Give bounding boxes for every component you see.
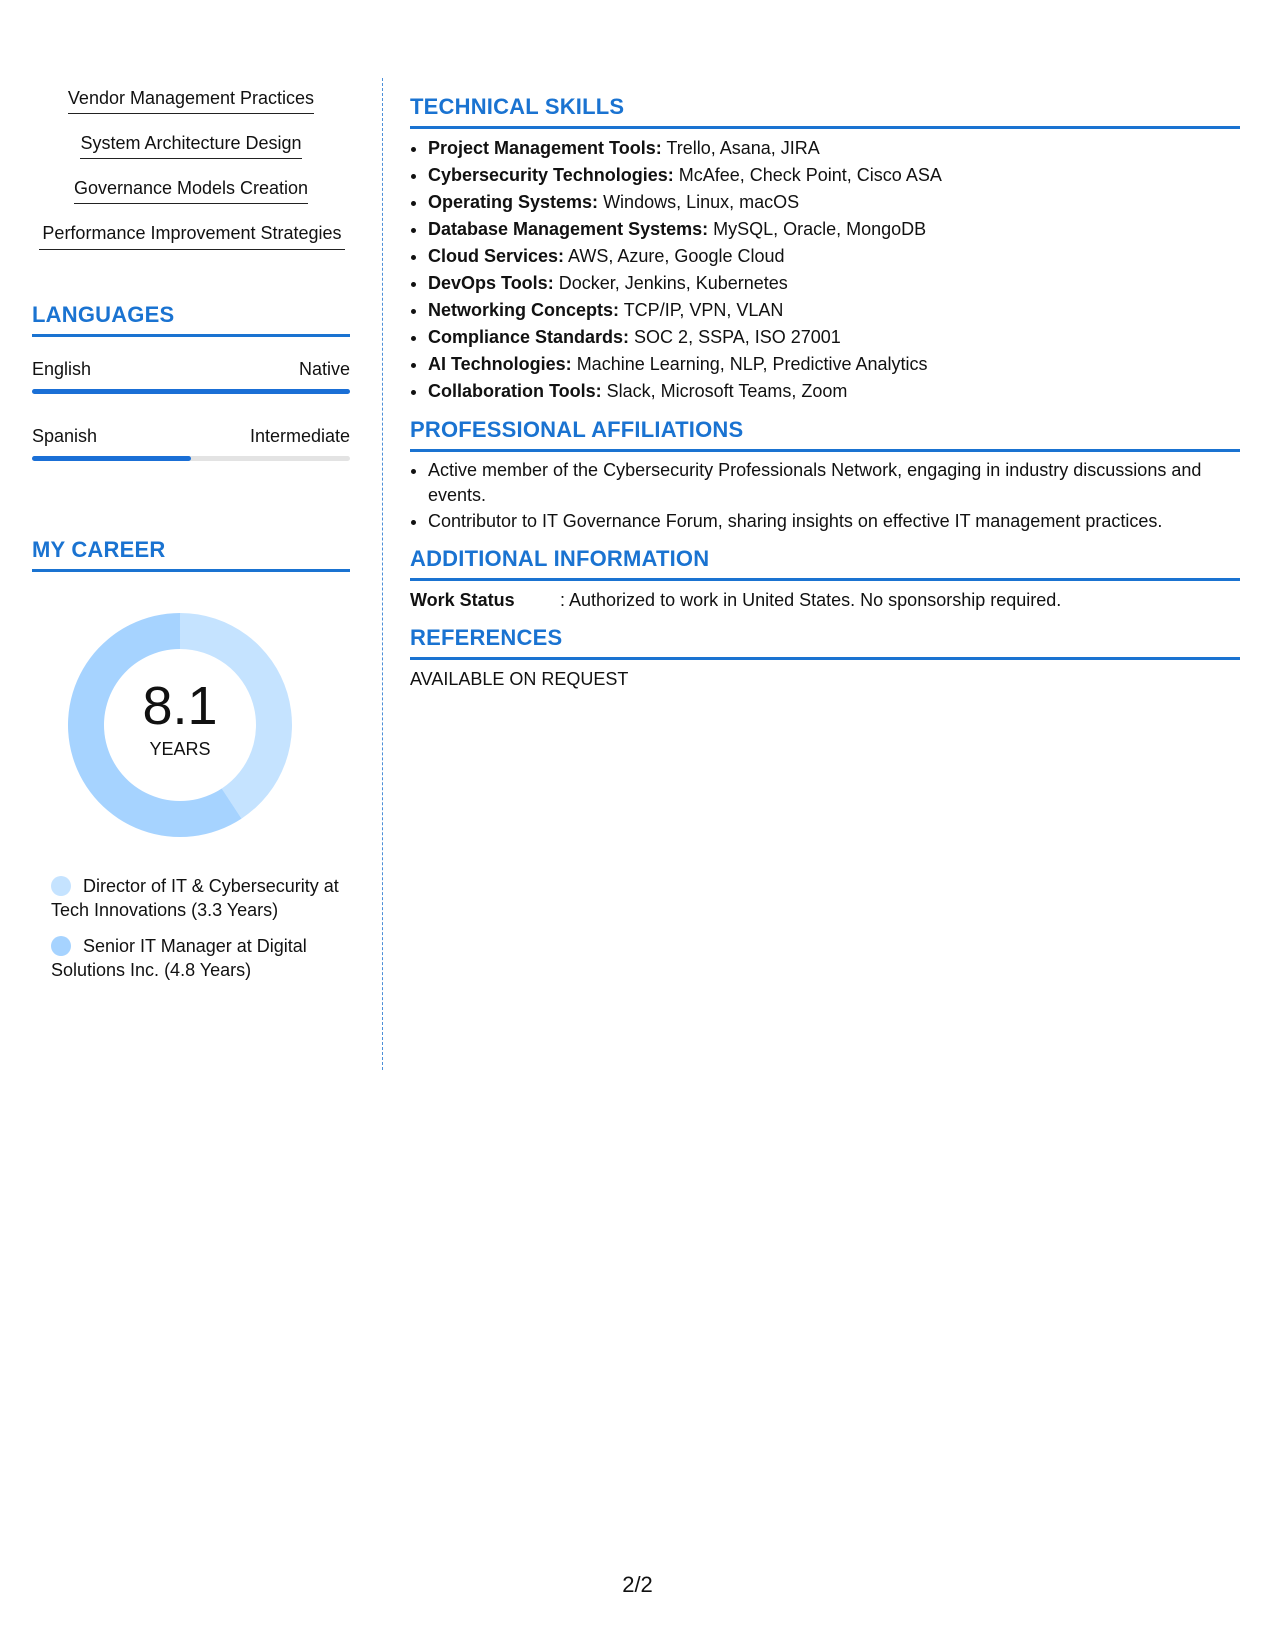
skill-item <box>428 189 1240 216</box>
skill-item <box>428 324 1240 351</box>
work-status-row <box>410 587 1240 613</box>
skill-item <box>428 243 1240 270</box>
skill-category: AI Technologies: <box>428 354 572 374</box>
affiliations-heading: PROFESSIONAL AFFILIATIONS <box>410 417 1240 452</box>
technical-skills-heading: TECHNICAL SKILLS <box>410 94 1240 129</box>
skill-category: Collaboration Tools: <box>428 381 602 401</box>
right-column <box>410 94 1240 692</box>
competency-item <box>39 221 345 250</box>
language-proficiency-bar <box>32 389 350 394</box>
career-role-label: Director of IT & Cybersecurity at Tech Innovations (3.3 Years) <box>51 876 339 920</box>
language-row <box>32 357 350 381</box>
legend-dot-icon <box>51 876 71 896</box>
affiliation-item: • Contributor to IT Governance Forum, sharing insights on effective IT management practices. <box>428 509 1240 534</box>
language-proficiency-fill <box>32 389 350 394</box>
skill-values: Docker, Jenkins, Kubernetes <box>553 273 788 293</box>
language-level: Intermediate <box>249 426 350 446</box>
language-proficiency-fill <box>32 456 191 461</box>
skill-category: Project Management Tools: <box>428 138 662 158</box>
language-row <box>32 424 350 448</box>
career-donut-chart <box>65 610 295 840</box>
skill-values: Machine Learning, NLP, Predictive Analytics <box>571 354 928 374</box>
work-status-value: : Authorized to work in United States. No sponsorship required. <box>560 590 1062 610</box>
skill-category: Cloud Services: <box>428 246 565 266</box>
career-legend <box>51 874 341 982</box>
skill-item <box>428 216 1240 243</box>
affiliations-list <box>410 458 1240 534</box>
skill-values: SOC 2, SSPA, ISO 27001 <box>629 327 841 347</box>
page-number: 2/2 <box>622 1572 653 1597</box>
language-level: Native <box>298 359 350 379</box>
column-divider <box>382 78 383 1070</box>
additional-info-heading: ADDITIONAL INFORMATION <box>410 546 1240 581</box>
competency-label: Performance Improvement Strategies <box>42 223 342 243</box>
skill-values: MySQL, Oracle, MongoDB <box>708 219 927 239</box>
career-heading: MY CAREER <box>32 537 350 572</box>
career-total-years: 8.1 <box>142 676 218 736</box>
skill-values: Windows, Linux, macOS <box>598 192 800 212</box>
skill-category: Networking Concepts: <box>428 300 620 320</box>
competency-item <box>32 86 350 114</box>
competency-list <box>32 86 350 250</box>
skill-category: Operating Systems: <box>428 192 599 212</box>
affiliation-item: • Active member of the Cybersecurity Professionals Network, engaging in industry discussions and events. <box>428 458 1240 508</box>
skill-item <box>428 297 1240 324</box>
competency-item <box>32 131 350 159</box>
skill-item <box>428 162 1240 189</box>
references-text: AVAILABLE ON REQUEST <box>410 669 629 689</box>
competency-label: System Architecture Design <box>80 131 301 159</box>
competency-label: Governance Models Creation <box>74 176 308 204</box>
references-heading: REFERENCES <box>410 625 1240 660</box>
career-years-unit: YEARS <box>149 739 211 759</box>
skill-values: Slack, Microsoft Teams, Zoom <box>601 381 848 401</box>
skill-category: DevOps Tools: <box>428 273 554 293</box>
skill-item <box>428 135 1240 162</box>
language-name: English <box>32 359 92 379</box>
skill-values: McAfee, Check Point, Cisco ASA <box>673 165 942 185</box>
language-proficiency-bar <box>32 456 350 461</box>
skill-values: Trello, Asana, JIRA <box>661 138 820 158</box>
languages-heading: LANGUAGES <box>32 302 350 337</box>
legend-dot-icon <box>51 936 71 956</box>
skill-item <box>428 378 1240 405</box>
skill-values: AWS, Azure, Google Cloud <box>564 246 785 266</box>
competency-item <box>32 176 350 204</box>
competency-label: Vendor Management Practices <box>68 86 314 114</box>
skill-category: Database Management Systems: <box>428 219 709 239</box>
skill-values: TCP/IP, VPN, VLAN <box>619 300 784 320</box>
skill-item <box>428 351 1240 378</box>
career-legend-item <box>51 934 341 982</box>
work-status-label: Work Status <box>410 590 515 610</box>
career-role-label: Senior IT Manager at Digital Solutions Inc. (4.8 Years) <box>51 936 307 980</box>
technical-skills-list <box>410 135 1240 405</box>
left-column <box>32 86 350 994</box>
skill-category: Cybersecurity Technologies: <box>428 165 674 185</box>
skill-item <box>428 270 1240 297</box>
skill-category: Compliance Standards: <box>428 327 630 347</box>
career-legend-item <box>51 874 341 922</box>
language-name: Spanish <box>32 426 98 446</box>
